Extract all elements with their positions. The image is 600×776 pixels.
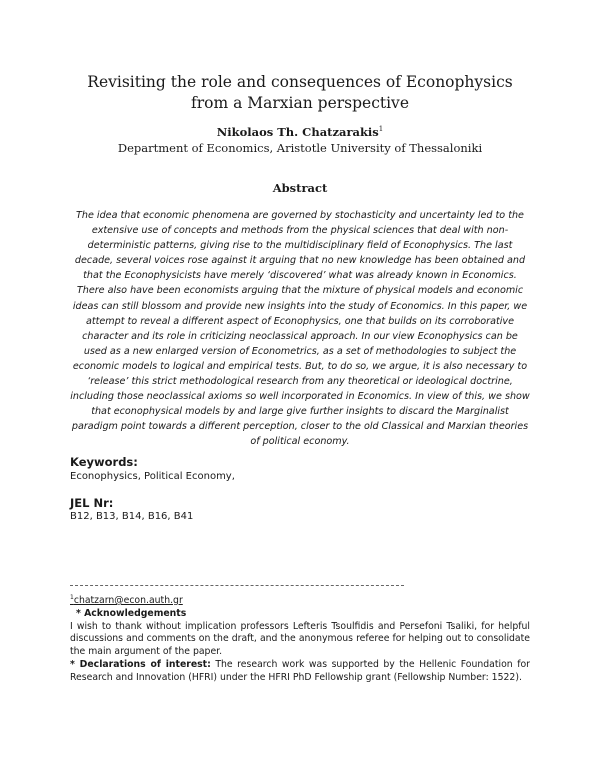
author-footnote-mark: 1 xyxy=(378,125,384,134)
footnote-separator xyxy=(70,585,404,586)
author-name-text: Nikolaos Th. Chatzarakis xyxy=(216,125,379,139)
email-footnote-mark: 1 xyxy=(70,594,74,601)
keywords-label: Keywords: xyxy=(70,455,138,469)
author-name xyxy=(0,125,600,139)
declarations-text: The research work was supported by the Hellenic Foundation for Research and Innovation (HFRI) under the HFRI PhD Fellowship grant (Fellowship Number: 1522). xyxy=(70,659,530,683)
footnotes xyxy=(70,592,530,685)
keywords-value: Econophysics, Political Economy, xyxy=(70,471,235,482)
footnote-email[interactable] xyxy=(70,592,530,608)
acknowledgements-text: I wish to thank without implication professors Lefteris Tsoulfidis and Persefoni Tsaliki, for helpful discussions and comments on the draft, and the anonymous referee for helping out to consolidate the main argument of the paper. xyxy=(70,620,530,658)
declarations-heading: * Declarations of interest: xyxy=(70,659,211,671)
acknowledgements-heading: * Acknowledgements xyxy=(76,607,187,619)
jel-value: B12, B13, B14, B16, B41 xyxy=(70,511,194,522)
declarations-block xyxy=(70,659,530,685)
abstract-text: The idea that economic phenomena are governed by stochasticity and uncertainty led to the extensive use of concepts and methods from the physical sciences that deal with non-deterministic patterns, giving rise to the multidisciplinary field of Econophysics. The last decade, several voices rose against it arguing that no new knowledge has been obtained and that the Econophysicists have merely ‘discovered’ what was already known in Economics. There also have been economists arguing that the mixture of physical models and economic ideas can still blossom and provide new insights into the study of Economics. In this paper, we attempt to reveal a different aspect of Econophysics, one that builds on its corroborative character and its role in criticizing neoclassical approach. In our view Econophysics can be used as a new enlarged version of Econometrics, as a set of methodologies to subject the economic models to logical and empirical tests. But, to do so, we argue, it is also necessary to ‘release’ this strict methodological research from any theoretical or ideological doctrine, including those neoclassical axioms so well incorporated in Economics. In view of this, we show that econophysical models by and large give further insights to discard the Marginalist paradigm point towards a different perception, closer to the old Classical and Marxian theories of political economy. xyxy=(70,210,530,448)
author-affiliation: Department of Economics, Aristotle University of Thessaloniki xyxy=(117,141,483,155)
jel-label: JEL Nr: xyxy=(70,496,114,510)
abstract-heading: Abstract xyxy=(272,181,328,195)
email-link[interactable]: chatzarn@econ.auth.gr xyxy=(73,595,183,607)
paper-title: Revisiting the role and consequences of Econophysics from a Marxian perspective xyxy=(87,73,513,112)
